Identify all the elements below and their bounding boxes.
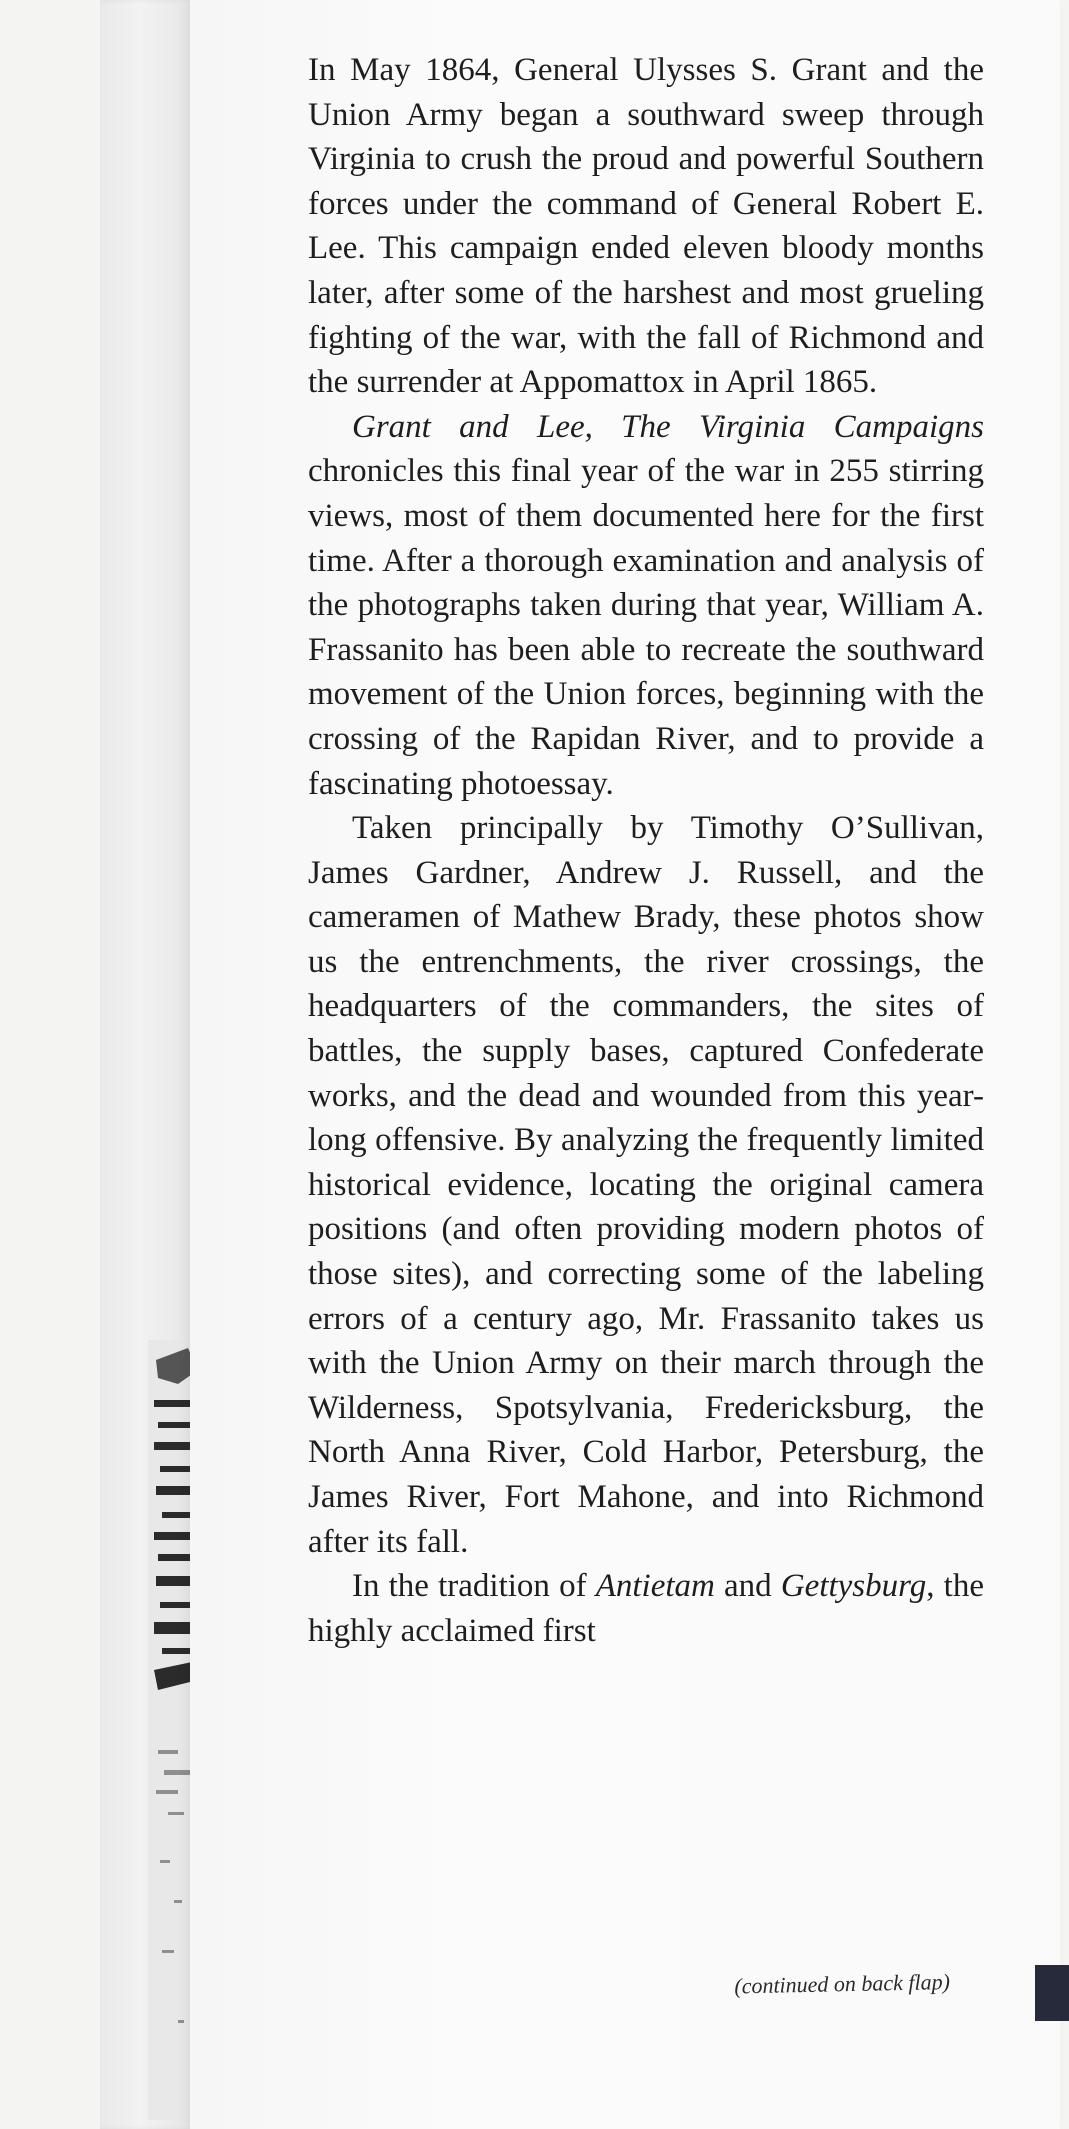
flap-copy bbox=[308, 48, 984, 1653]
paragraph-photographers bbox=[308, 806, 984, 1564]
book-title: Antietam bbox=[595, 1568, 715, 1605]
paragraph-tradition bbox=[308, 1564, 984, 1653]
paragraph-text: In May 1864, General Ulysses S. Grant and the Union Army began a southward sweep through Virginia to crush the proud and powerful Southern forces under the command of General Robert E. Lee. This campaign ended eleven bloody months later, after some of the harshest and most grueling fighting of the war, with the fall of Richmond and the surrender at Appomattox in April 1865. bbox=[308, 52, 984, 401]
paragraph-intro bbox=[308, 48, 984, 405]
paragraph-book-description bbox=[308, 405, 984, 806]
continued-note: (continued on back flap) bbox=[734, 1968, 951, 1999]
book-title: Gettysburg bbox=[780, 1568, 927, 1605]
paragraph-text: , the highly acclaimed first bbox=[308, 1568, 984, 1649]
paragraph-text: chronicles this final year of the war in 255 stirring views, most of them documented here for the first time. After a thorough examination and analysis of the photographs taken during that year, William A. Frassanito has been able to recreate the southward movement of the Union forces, beginning with the crossing of the Rapidan River, and to provide a fascinating photoessay. bbox=[308, 453, 984, 802]
book-title: Grant and Lee, The Virginia Campaigns bbox=[352, 408, 984, 445]
paragraph-text: and bbox=[714, 1568, 781, 1605]
back-cover-edge bbox=[1035, 1965, 1069, 2021]
paragraph-text: Taken principally by Timothy O’Sullivan, James Gardner, Andrew J. Russell, and the cameramen of Mathew Brady, these photos show us the entrenchments, the river crossings, the headquarters of the commanders, the sites of battles, the supply bases, captured Confederate works, and the dead and wounded from this year-long offensive. By analyzing the frequently limited historical evidence, locating the original camera positions (and often providing modern photos of those sites), and correcting some of the labeling errors of a century ago, Mr. Frassanito takes us with the Union Army on their march through the Wilderness, Spotsylvania, Fredericksburg, the North Anna River, Cold Harbor, Petersburg, the James River, Fort Mahone, and into Richmond after its fall. bbox=[308, 810, 984, 1560]
paragraph-text: In the tradition of bbox=[352, 1568, 596, 1605]
